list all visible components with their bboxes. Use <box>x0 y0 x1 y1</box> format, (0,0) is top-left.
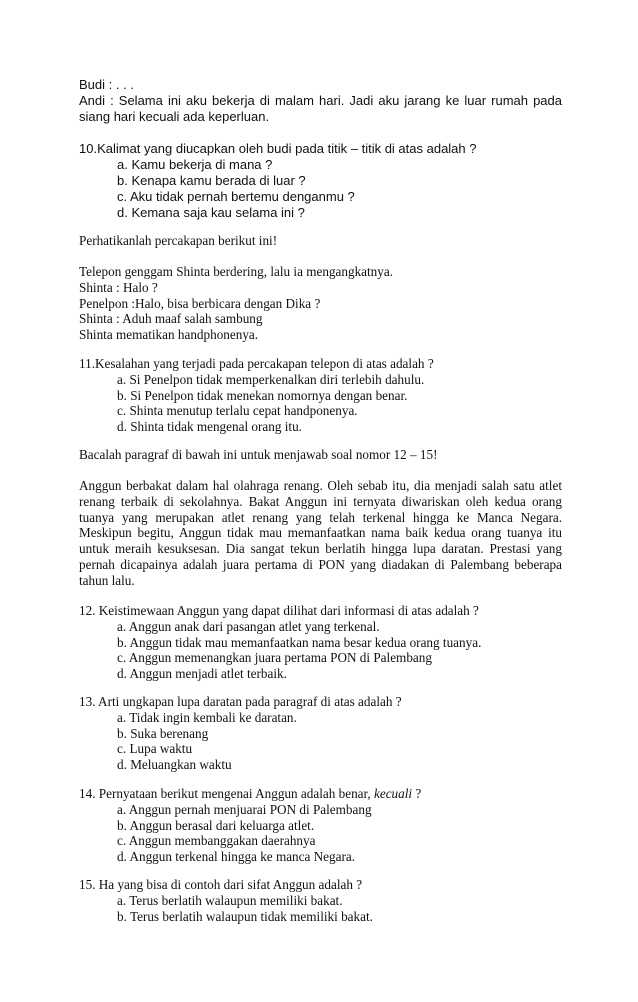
question-11-option-c: c. Shinta menutup terlalu cepat handponenya. <box>117 403 358 419</box>
question-14-emphasis: kecuali <box>374 786 413 801</box>
instruction-paragraph <box>79 447 562 463</box>
dialog-phone-line: Shinta : Halo ? <box>79 279 158 295</box>
dialog-line-budi: Budi : . . . <box>79 77 134 92</box>
question-14-text-end: ? <box>412 786 422 801</box>
question-10-text: 10.Kalimat yang diucapkan oleh budi pada titik – titik di atas adalah ? <box>79 141 477 156</box>
question-12-option-a: a. Anggun anak dari pasangan atlet yang terkenal. <box>117 618 380 634</box>
question-12-option-b: b. Anggun tidak mau memanfaatkan nama besar kedua orang tuanya. <box>117 634 482 650</box>
question-12-text: 12. Keistimewaan Anggun yang dapat dilihat dari informasi di atas adalah ? <box>79 603 479 618</box>
question-10-option-c: c. Aku tidak pernah bertemu denganmu ? <box>117 189 355 204</box>
question-10-option-b: b. Kenapa kamu berada di luar ? <box>117 173 306 188</box>
dialog-phone-line: Shinta mematikan handphonenya. <box>79 327 259 343</box>
question-14-option-d: d. Anggun terkenal hingga ke manca Negara. <box>117 849 356 865</box>
question-11-option-d: d. Shinta tidak mengenal orang itu. <box>117 419 302 435</box>
question-13-text: 13. Arti ungkapan lupa daratan pada paragraf di atas adalah ? <box>79 694 402 709</box>
question-15-text: 15. Ha yang bisa di contoh dari sifat Anggun adalah ? <box>79 877 363 892</box>
question-11-option-a: a. Si Penelpon tidak memperkenalkan diri terlebih dahulu. <box>117 371 425 387</box>
question-14-option-a: a. Anggun pernah menjuarai PON di Palembang <box>117 801 372 817</box>
dialog-phone-line: Penelpon :Halo, bisa berbicara dengan Dika ? <box>79 295 321 311</box>
question-12-option-d: d. Anggun menjadi atlet terbaik. <box>117 666 287 682</box>
question-11 <box>79 356 562 435</box>
dialog-phone-line: Telepon genggam Shinta berdering, lalu ia mengangkatnya. <box>79 264 394 279</box>
question-13-option-a: a. Tidak ingin kembali ke daratan. <box>117 709 297 725</box>
question-10-option-d: d. Kemana saja kau selama ini ? <box>117 205 305 220</box>
question-14-text <box>79 786 562 802</box>
question-14-text-main: 14. Pernyataan berikut mengenai Anggun adalah benar, <box>79 786 374 801</box>
question-14-option-c: c. Anggun membanggakan daerahnya <box>117 833 316 849</box>
question-13 <box>79 694 562 773</box>
question-13-option-c: c. Lupa waktu <box>117 741 193 757</box>
dialog-budi-andi <box>79 77 562 125</box>
question-11-text: 11.Kesalahan yang terjadi pada percakapan telepon di atas adalah ? <box>79 356 434 371</box>
question-11-option-b: b. Si Penelpon tidak menekan nomornya dengan benar. <box>117 387 408 403</box>
dialog-line-andi: Andi : Selama ini aku bekerja di malam hari. Jadi aku jarang ke luar rumah pada siang hari kecuali ada keperluan. <box>79 93 562 124</box>
question-15-option-a: a. Terus berlatih walaupun memiliki bakat. <box>117 892 343 908</box>
question-12 <box>79 603 562 682</box>
question-10 <box>79 141 562 221</box>
question-10-option-a: a. Kamu bekerja di mana ? <box>117 157 273 172</box>
instruction-dialog <box>79 233 562 249</box>
dialog-phone-line: Shinta : Aduh maaf salah sambung <box>79 311 263 327</box>
instruction-dialog-text: Perhatikanlah percakapan berikut ini! <box>79 233 278 248</box>
dialog-phone-call <box>79 264 562 343</box>
question-13-option-b: b. Suka berenang <box>117 725 209 741</box>
reading-paragraph: Anggun berbakat dalam hal olahraga renang. Oleh sebab itu, dia menjadi salah satu atlet renang terbaik di sekolahnya. Bakat Anggun ini ternyata diwariskan oleh kedua orang tuanya yang merupakan atlet renang yang telah terkenal hingga ke Manca Negara. Meskipun begitu, Anggun tidak mau memanfaatkan nama baik kedua orang tuanya itu untuk meraih kesuksesan. Dia sangat tekun berlatih hingga lupa daratan. Prestasi yang pernah dicapainya adalah juara pertama di PON yang diadakan di Palembang beberapa tahun lalu. <box>79 478 562 588</box>
question-13-option-d: d. Meluangkan waktu <box>117 757 232 773</box>
question-15 <box>79 877 562 924</box>
question-14-option-b: b. Anggun berasal dari keluarga atlet. <box>117 817 315 833</box>
instruction-paragraph-text: Bacalah paragraf di bawah ini untuk menjawab soal nomor 12 – 15! <box>79 447 438 462</box>
question-15-option-b: b. Terus berlatih walaupun tidak memiliki bakat. <box>117 908 373 924</box>
question-14 <box>79 786 562 865</box>
question-12-option-c: c. Anggun memenangkan juara pertama PON di Palembang <box>117 650 432 666</box>
